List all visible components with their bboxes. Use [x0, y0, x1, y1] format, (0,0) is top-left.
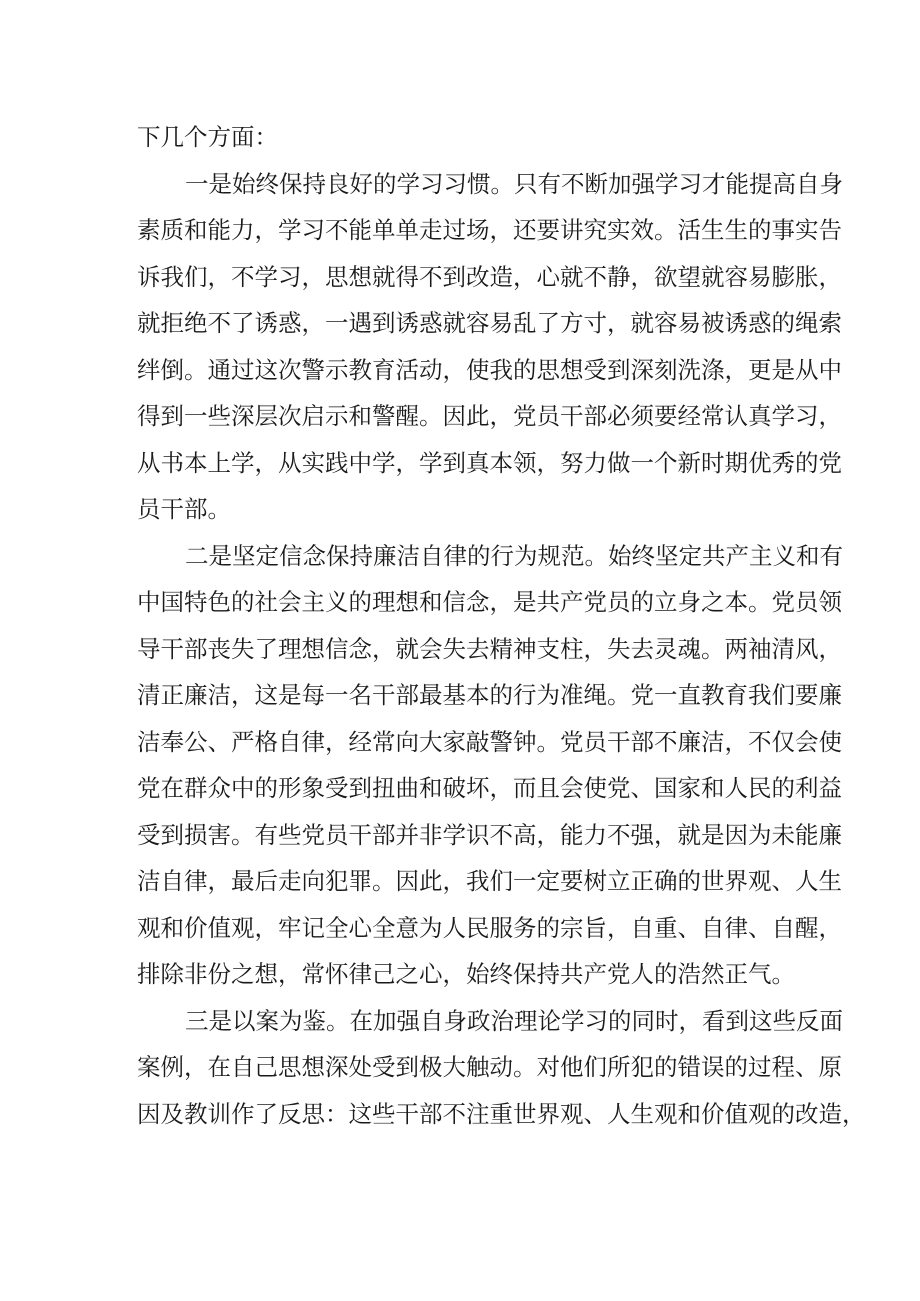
text-line: 诉我们，不学习，思想就得不到改造，心就不静，欲望就容易膨胀，	[137, 262, 842, 291]
text-line: 三是以案为鉴。在加强自身政治理论学习的同时，看到这些反面	[185, 1006, 843, 1035]
text-line: 中国特色的社会主义的理想和信念，是共产党员的立身之本。党员领	[137, 588, 842, 616]
text-line: 绊倒。通过这次警示教育活动，使我的思想受到深刻洗涤，更是从中	[137, 355, 842, 384]
text-line: 因及教训作了反思：这些干部不注重世界观、人生观和价值观的改造，	[137, 1099, 866, 1128]
text-line: 素质和能力，学习不能单单走过场，还要讲究实效。活生生的事实告	[137, 216, 842, 244]
text-line: 下几个方面：	[137, 123, 278, 151]
text-line: 二是坚定信念保持廉洁自律的行为规范。始终坚定共产主义和有	[185, 541, 843, 570]
text-line: 观和价值观，牢记全心全意为人民服务的宗旨，自重、自律、自醒，	[137, 913, 842, 942]
text-line: 就拒绝不了诱惑，一遇到诱惑就容易乱了方寸，就容易被诱惑的绳索	[137, 309, 842, 337]
text-line: 一是始终保持良好的学习习惯。只有不断加强学习才能提高自身	[185, 169, 843, 198]
text-line: 从书本上学，从实践中学，学到真本领，努力做一个新时期优秀的党	[137, 448, 842, 477]
text-line: 导干部丧失了理想信念，就会失去精神支柱，失去灵魂。两袖清风，	[137, 634, 842, 663]
text-line: 清正廉洁，这是每一名干部最基本的行为准绳。党一直教育我们要廉	[137, 681, 842, 709]
text-line: 得到一些深层次启示和警醒。因此，党员干部必须要经常认真学习，	[137, 402, 842, 430]
document-body	[137, 114, 866, 1137]
text-line: 党在群众中的形象受到扭曲和破坏，而且会使党、国家和人民的利益	[137, 774, 842, 802]
text-line: 洁自律，最后走向犯罪。因此，我们一定要树立正确的世界观、人生	[137, 867, 842, 895]
text-line: 洁奉公、严格自律，经常向大家敲警钟。党员干部不廉洁，不仅会使	[137, 727, 842, 756]
text-line: 案例，在自己思想深处受到极大触动。对他们所犯的错误的过程、原	[137, 1053, 842, 1081]
text-line: 员干部。	[137, 495, 231, 523]
text-line: 排除非份之想，常怀律己之心，始终保持共产党人的浩然正气。	[137, 960, 795, 988]
text-line: 受到损害。有些党员干部并非学识不高，能力不强，就是因为未能廉	[137, 820, 842, 849]
